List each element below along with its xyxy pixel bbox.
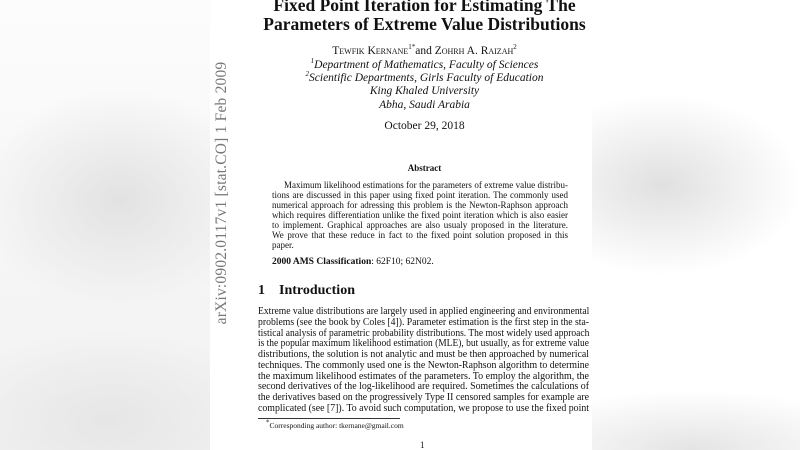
author-1: Tewfik Kernane bbox=[332, 45, 409, 57]
arxiv-stamp: arXiv:0902.0117v1 [stat.CO] 1 Feb 2009 bbox=[213, 61, 230, 325]
author-2-sup: 2 bbox=[513, 43, 517, 52]
abstract-line: which requires differentiation unlike the fixed point iteration which is also easier bbox=[272, 210, 568, 220]
page-number: 1 bbox=[420, 440, 425, 450]
affiliation-3 bbox=[210, 85, 639, 98]
aff-sup: 2 bbox=[305, 70, 310, 79]
footnote bbox=[266, 418, 404, 430]
author-1-sup: 1* bbox=[408, 43, 416, 52]
body-line: the derivatives based on the progressively Type II censored samples for example are bbox=[258, 392, 589, 403]
author-2: Zohrh A. Raizah bbox=[434, 45, 514, 57]
abstract-heading: Abstract bbox=[407, 163, 442, 173]
body-line: is the popular maximum likelihood estimation (MLE), but usually, as for extreme value bbox=[258, 338, 589, 349]
footnote-mark: * bbox=[266, 418, 270, 427]
affiliation-4 bbox=[210, 99, 639, 112]
paper-title-line-2: Parameters of Extreme Value Distributions bbox=[263, 14, 586, 34]
aff-text: Scientific Departments, Girls Faculty of Education bbox=[309, 72, 544, 84]
background-left bbox=[0, 0, 210, 450]
abstract-line: We prove that these reduce in fact to the fixed point solution proposed in this bbox=[272, 230, 568, 240]
paper-title-line-1: Fixed Point Iteration for Estimating The bbox=[273, 0, 576, 15]
ams-label: 2000 AMS Classification bbox=[272, 257, 372, 267]
affiliation-1 bbox=[210, 59, 639, 72]
abstract-line: paper. bbox=[272, 240, 294, 250]
body-line: Extreme value distributions are largely used in applied engineering and environmental bbox=[258, 306, 590, 317]
aff-text: Department of Mathematics, Faculty of Sciences bbox=[314, 59, 539, 71]
body-line: second derivatives of the log-likelihood are required. Sometimes the calculations of bbox=[258, 381, 589, 392]
abstract-line: numerical approach for adressing this problem is the Newton-Raphson approach bbox=[272, 200, 568, 210]
section-number: 1 bbox=[258, 283, 265, 298]
ams-classification bbox=[272, 257, 434, 267]
ams-value: : 62F10; 62N02. bbox=[371, 257, 434, 267]
body-line: problems (see the book by Coles [4]). Parameter estimation is the first step in the sta- bbox=[258, 317, 590, 328]
authors bbox=[210, 45, 639, 58]
abstract-line: to implement. Graphical approaches are also usualy proposed in the literature. bbox=[272, 220, 568, 230]
author-and: and bbox=[415, 45, 435, 57]
abstract-line: Maximum likelihood estimations for the parameters of extreme value distribu- bbox=[284, 180, 568, 190]
aff-text: Abha, Saudi Arabia bbox=[379, 99, 470, 111]
footnote-rule bbox=[258, 418, 400, 419]
body-line: techniques. The commonly used one is the Newton-Raphson algorithm to determine bbox=[258, 360, 589, 371]
aff-sup: 1 bbox=[310, 57, 315, 66]
section-title: Introduction bbox=[279, 283, 355, 298]
body-line: the maximum likelihood estimates of the parameters. To employ the algorithm, the bbox=[258, 371, 589, 382]
body-line: tistical analysis of parametric probability distributions. The most widely used approach bbox=[258, 328, 590, 339]
affiliation-2 bbox=[210, 72, 639, 85]
paper-date: October 29, 2018 bbox=[384, 120, 465, 132]
body-line: complicated (see [7]). To avoid such computation, we propose to use the fixed point bbox=[258, 403, 589, 414]
body-line: distributions, the solution is not analytic and must be then approached by numerical bbox=[258, 349, 589, 360]
aff-text: King Khaled University bbox=[369, 85, 480, 97]
section-heading bbox=[258, 283, 355, 299]
footnote-text: Corresponding author: tkernane@gmail.com bbox=[269, 421, 404, 430]
abstract-line: tions are discussed in this paper using fixed point iteration. The commonly used bbox=[272, 190, 568, 200]
